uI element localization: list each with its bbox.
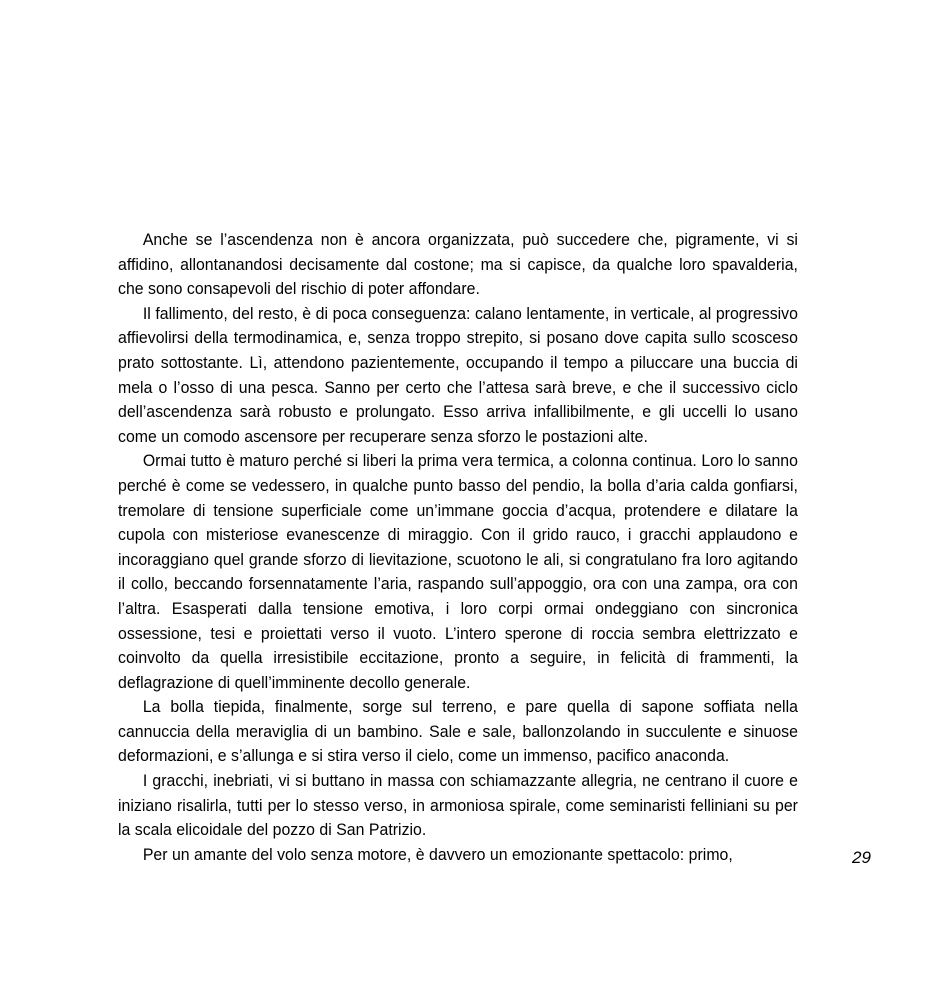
paragraph: La bolla tiepida, finalmente, sorge sul terreno, e pare quella di sapone soffiata nella cannuccia della meraviglia di un bambino. Sale e sale, ballonzolando in succulente e sinuose deformazioni, e s’allunga e si stira verso il cielo, come un immenso, pacifico anaconda. [118,697,798,766]
paragraph: Il fallimento, del resto, è di poca conseguenza: calano lentamente, in verticale, al progressivo affievolirsi della termodinamica, e, senza troppo strepito, si posano dove capita sullo scosceso prato sottostante. Lì, attendono pazientemente, occupando il tempo a piluccare una buccia di mela o l’osso di una pesca. Sanno per certo che l’attesa sarà breve, e che il successivo ciclo dell’ascendenza sarà robusto e prolungato. Esso arriva infallibilmente, e gli uccelli lo usano come un comodo ascensore per recuperare senza sforzo le postazioni alte. [118,303,798,446]
paragraph: Per un amante del volo senza motore, è davvero un emozionante spettacolo: primo, [142,844,733,864]
paragraph: Ormai tutto è maturo perché si liberi la prima vera termica, a colonna continua. Loro lo sanno perché è come se vedessero, in qualche punto basso del pendio, la bolla d’aria calda gonfiarsi, tremolare di tensione superficiale come un’immane goccia d’acqua, protendere e dilatare la cupola con misteriose evanescenze di miraggio. Con il grido rauco, i gracchi applaudono e incoraggiano quel grande sforzo di lievitazione, scuotono le ali, si congratulano fra loro agitando il collo, beccando forsennatamente l’aria, raspando sull’appoggio, ora con una zampa, ora con l’altra. Esasperati dalla tensione emotiva, i loro corpi ormai ondeggiano con sincronica ossessione, tesi e proiettati verso il vuoto. L’intero sperone di roccia sembra elettrizzato e coinvolto da quella irresistibile eccitazione, pronto a seguire, in felicità di frammenti, la deflagrazione di quell’imminente decollo generale. [118,451,798,692]
paragraph: Anche se l’ascendenza non è ancora organizzata, può succedere che, pigramente, vi si affidino, allontanandosi decisamente dal costone; ma si capisce, da qualche loro spavalderia, che sono consapevoli del rischio di poter affondare. [118,230,798,299]
page-number: 29 [852,848,871,867]
body-text [118,228,798,867]
paragraph: I gracchi, inebriati, vi si buttano in massa con schiamazzante allegria, ne centrano il cuore e iniziano risalirla, tutti per lo stesso verso, in armoniosa spirale, come seminaristi felliniani su per la scala elicoidale del pozzo di San Patrizio. [118,771,798,840]
